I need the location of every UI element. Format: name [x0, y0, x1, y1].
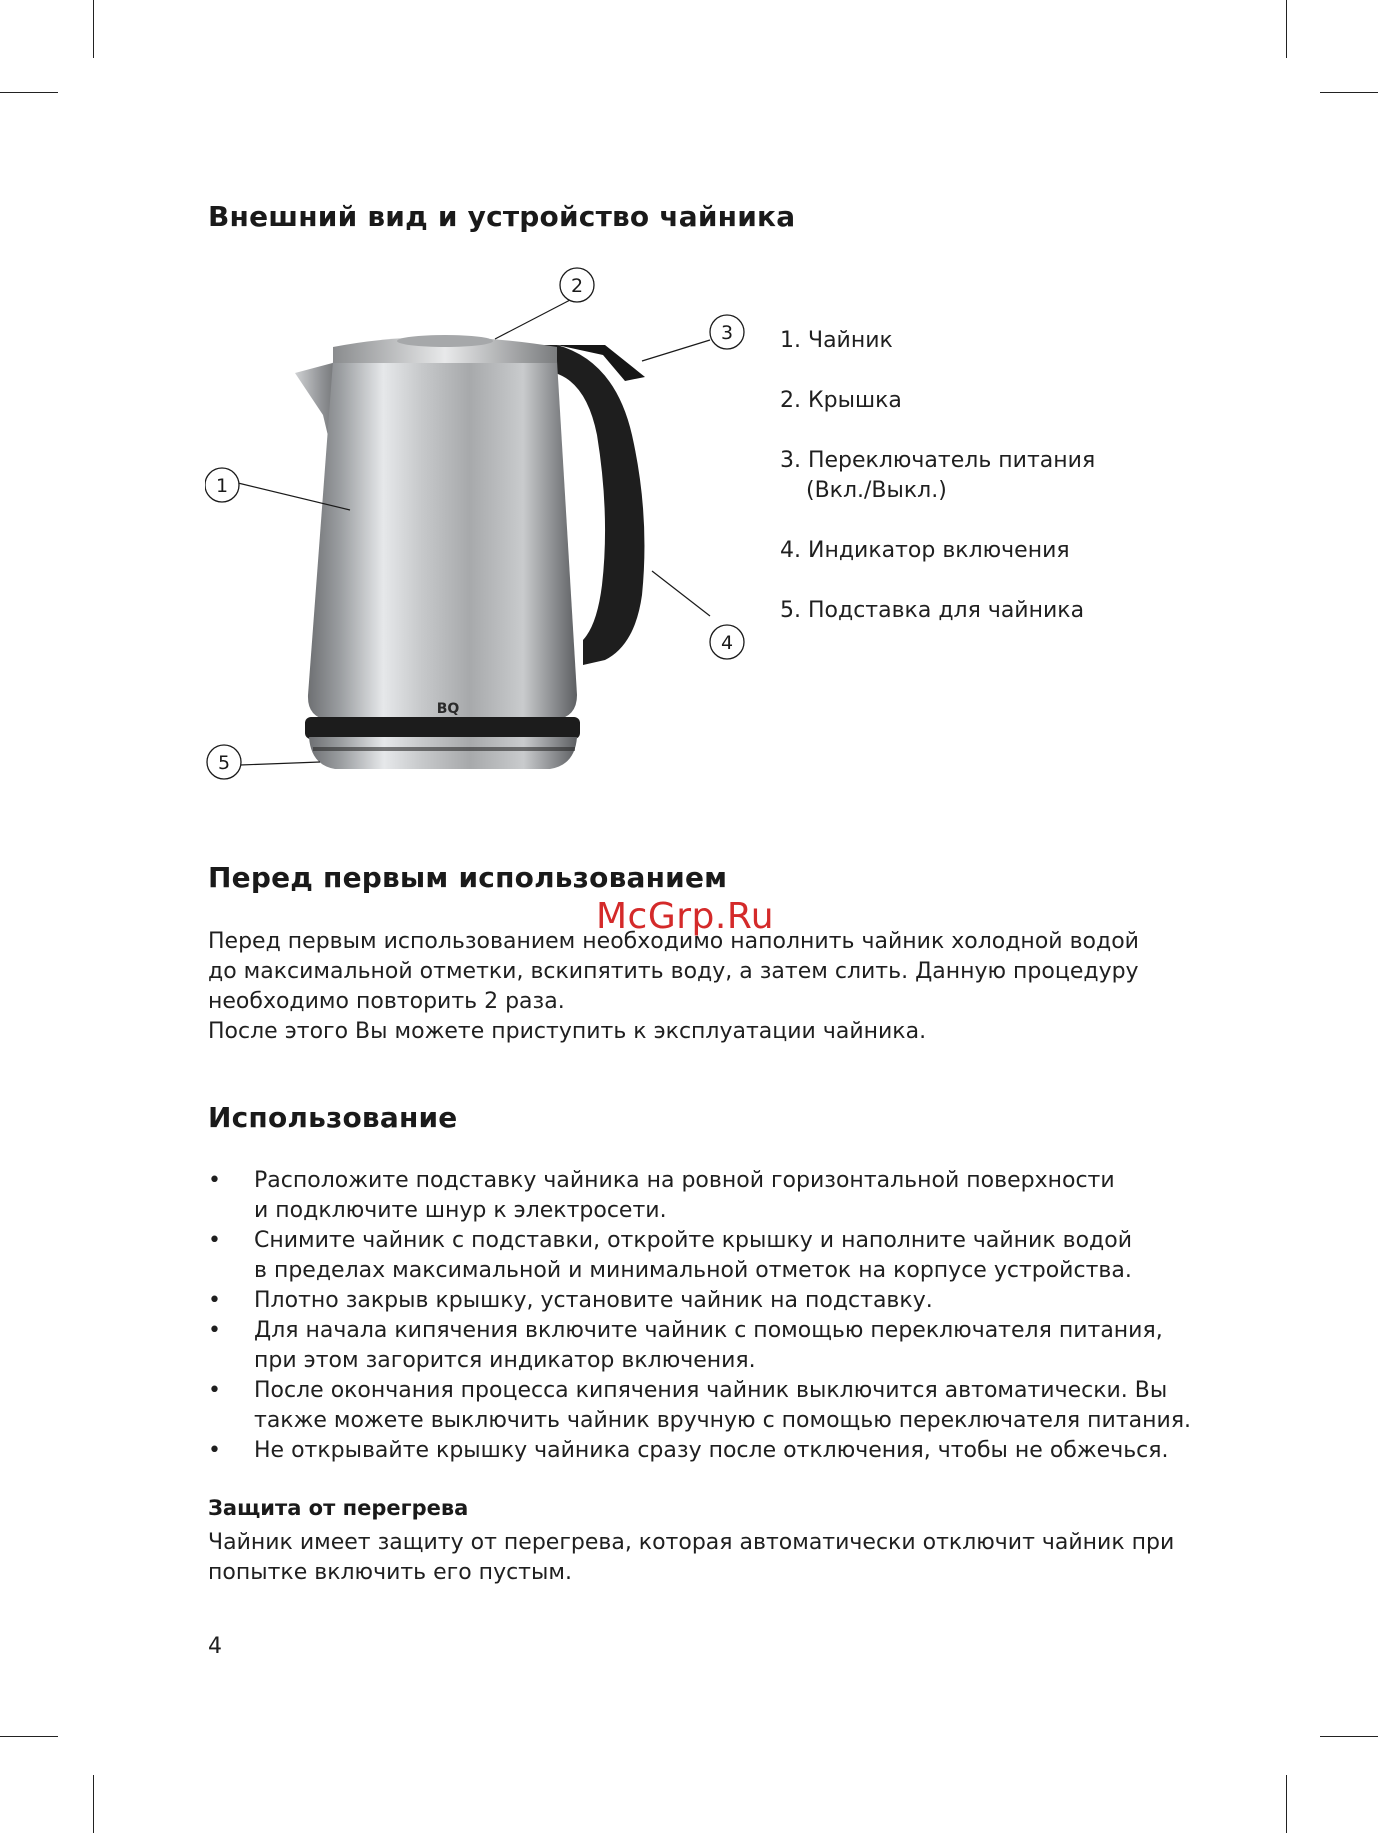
- crop-mark: [93, 0, 94, 58]
- crop-mark: [1286, 1775, 1287, 1833]
- callout-line-2: [495, 299, 572, 339]
- text-line: до максимальной отметки, вскипятить воду, а затем слить. Данную процедуру: [208, 959, 1139, 984]
- callout-line-4: [652, 571, 710, 616]
- crop-mark: [0, 92, 58, 93]
- svg-text:3: 3: [720, 322, 734, 344]
- base-band-shape: [305, 717, 580, 739]
- list-item: [208, 1316, 1208, 1376]
- callout-line-3: [642, 340, 710, 361]
- list-item-line: и подключите шнур к электросети.: [254, 1198, 667, 1223]
- svg-text:2: 2: [570, 275, 584, 297]
- overheat-title: Защита от перегрева: [208, 1496, 469, 1520]
- list-item-line: Плотно закрыв крышку, установите чайник на подставку.: [254, 1288, 933, 1313]
- callout-5: [207, 745, 241, 779]
- kettle-body-shape: [308, 361, 577, 720]
- bullet: •: [208, 1228, 221, 1253]
- svg-text:5: 5: [217, 752, 231, 774]
- list-item-line: в пределах максимальной и минимальной отметок на корпусе устройства.: [254, 1258, 1132, 1283]
- callout-2: [560, 268, 594, 302]
- overheat-text: [208, 1528, 1208, 1588]
- list-item: [208, 1376, 1208, 1436]
- bullet: •: [208, 1168, 221, 1193]
- crop-mark: [1320, 1736, 1378, 1737]
- crop-mark: [93, 1775, 94, 1833]
- text-line: Чайник имеет защиту от перегрева, которая автоматически отключит чайник при: [208, 1530, 1175, 1555]
- callout-3: [710, 315, 744, 349]
- bullet: •: [208, 1288, 221, 1313]
- legend-item-4: 4. Индикатор включения: [780, 538, 1070, 563]
- text-line: Перед первым использованием необходимо наполнить чайник холодной водой: [208, 929, 1139, 954]
- lid-button-shape: [397, 335, 493, 347]
- page-number: 4: [208, 1634, 222, 1659]
- section-title-before-first-use: Перед первым использованием: [208, 861, 728, 894]
- list-item: [208, 1226, 1208, 1286]
- brand-logo: BQ: [436, 701, 460, 717]
- text-line: необходимо повторить 2 раза.: [208, 989, 565, 1014]
- kettle-illustration: [205, 265, 755, 795]
- callout-4: [710, 625, 744, 659]
- svg-text:1: 1: [215, 475, 229, 497]
- bullet: •: [208, 1378, 221, 1403]
- crop-mark: [1320, 92, 1378, 93]
- before-first-use-text: [208, 927, 1208, 1047]
- base-shape: [309, 737, 577, 769]
- list-item-line: Для начала кипячения включите чайник с помощью переключателя питания,: [254, 1318, 1163, 1343]
- legend-item-1: 1. Чайник: [780, 328, 893, 353]
- list-item: [208, 1286, 1208, 1316]
- callout-line-5: [240, 762, 320, 765]
- list-item-line: Снимите чайник с подставки, откройте крышку и наполните чайник водой: [254, 1228, 1133, 1253]
- text-line: После этого Вы можете приступить к эксплуатации чайника.: [208, 1019, 927, 1044]
- base-stripe-shape: [313, 747, 575, 751]
- kettle-figure: [205, 265, 755, 795]
- list-item-line: также можете выключить чайник вручную с помощью переключателя питания.: [254, 1408, 1192, 1433]
- list-item-line: Не открывайте крышку чайника сразу после отключения, чтобы не обжечься.: [254, 1438, 1169, 1463]
- section-title-usage: Использование: [208, 1101, 458, 1134]
- watermark: McGrp.Ru: [596, 896, 775, 937]
- svg-text:4: 4: [720, 632, 734, 654]
- legend-item-5: 5. Подставка для чайника: [780, 598, 1085, 623]
- list-item: [208, 1166, 1208, 1226]
- legend-item-3: 3. Переключатель питания: [780, 448, 1096, 473]
- text-line: попытке включить его пустым.: [208, 1560, 572, 1585]
- usage-list: [208, 1166, 1208, 1466]
- bullet: •: [208, 1438, 221, 1463]
- section-title-appearance: Внешний вид и устройство чайника: [208, 200, 796, 233]
- list-item: [208, 1436, 1208, 1466]
- legend-item-2: 2. Крышка: [780, 388, 902, 413]
- crop-mark: [0, 1736, 58, 1737]
- list-item-line: при этом загорится индикатор включения.: [254, 1348, 756, 1373]
- list-item-line: Расположите подставку чайника на ровной горизонтальной поверхности: [254, 1168, 1115, 1193]
- bullet: •: [208, 1318, 221, 1343]
- callout-1: [205, 468, 239, 502]
- legend-item-3-sub: (Вкл./Выкл.): [806, 478, 947, 503]
- list-item-line: После окончания процесса кипячения чайник выключится автоматически. Вы: [254, 1378, 1168, 1403]
- crop-mark: [1286, 0, 1287, 58]
